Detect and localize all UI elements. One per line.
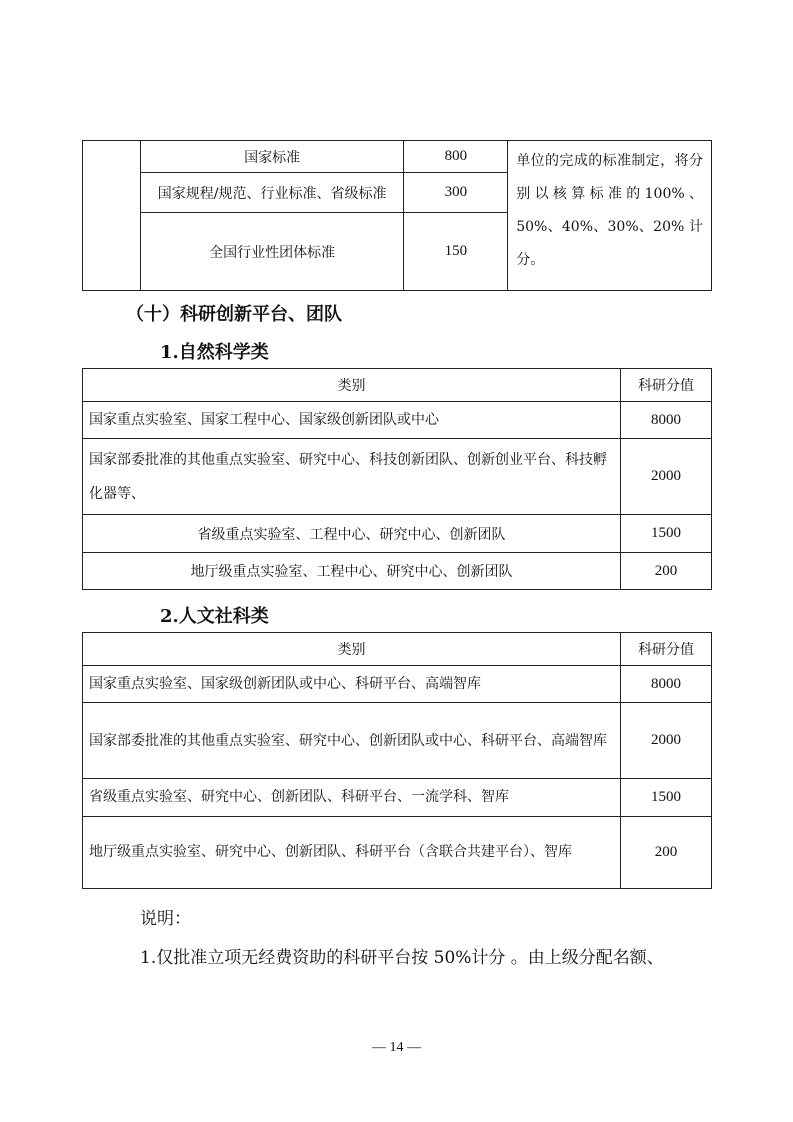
subsection-title-humanities: 2.人文社科类 (160, 606, 269, 627)
header-category: 类别 (83, 369, 621, 402)
header-value: 科研分值 (621, 633, 712, 666)
row-label: 国家规程/规范、行业标准、省级标准 (140, 173, 404, 213)
standards-note: 单位的完成的标准制定，将分别以核算标准的100%、50%、40%、30%、20% 计分。 (508, 141, 712, 291)
natural-science-table (82, 368, 712, 590)
merged-category-cell (83, 141, 141, 291)
row-label: 国家重点实验室、国家工程中心、国家级创新团队或中心 (83, 402, 621, 439)
row-value: 150 (404, 213, 508, 291)
explain-label: 说明： (140, 909, 191, 929)
row-value: 2000 (621, 703, 712, 779)
table-row (83, 515, 712, 553)
table-row (83, 779, 712, 817)
section-title: （十）科研创新平台、团队 (126, 304, 342, 325)
standards-table (82, 140, 712, 291)
explain-item-1: 1.仅批准立项无经费资助的科研平台按 50%计分 。由上级分配名额、 (140, 948, 664, 968)
row-label: 国家重点实验室、国家级创新团队或中心、科研平台、高端智库 (83, 666, 621, 703)
humanities-table (82, 632, 712, 889)
row-value: 8000 (621, 666, 712, 703)
page-number: — 14 — (372, 1040, 421, 1055)
table-row (83, 439, 712, 515)
table-row (83, 703, 712, 779)
subsection-title-natural: 1.自然科学类 (160, 342, 269, 363)
row-label: 省级重点实验室、研究中心、创新团队、科研平台、一流学科、智库 (83, 779, 621, 817)
row-value: 8000 (621, 402, 712, 439)
row-value: 800 (404, 141, 508, 173)
header-category: 类别 (83, 633, 621, 666)
row-label: 省级重点实验室、工程中心、研究中心、创新团队 (83, 515, 621, 553)
row-label: 国家部委批准的其他重点实验室、研究中心、科技创新团队、创新创业平台、科技孵化器等、 (83, 439, 621, 515)
row-value: 200 (621, 817, 712, 889)
row-label: 国家标准 (140, 141, 404, 173)
row-value: 1500 (621, 515, 712, 553)
table-row (83, 817, 712, 889)
table-row (83, 553, 712, 590)
row-label: 国家部委批准的其他重点实验室、研究中心、创新团队或中心、科研平台、高端智库 (83, 703, 621, 779)
header-value: 科研分值 (621, 369, 712, 402)
table-row (83, 666, 712, 703)
table-row (83, 402, 712, 439)
row-value: 2000 (621, 439, 712, 515)
row-label: 地厅级重点实验室、研究中心、创新团队、科研平台（含联合共建平台）、智库 (83, 817, 621, 889)
row-value: 300 (404, 173, 508, 213)
row-label: 地厅级重点实验室、工程中心、研究中心、创新团队 (83, 553, 621, 590)
row-value: 200 (621, 553, 712, 590)
row-value: 1500 (621, 779, 712, 817)
row-label: 全国行业性团体标准 (140, 213, 404, 291)
